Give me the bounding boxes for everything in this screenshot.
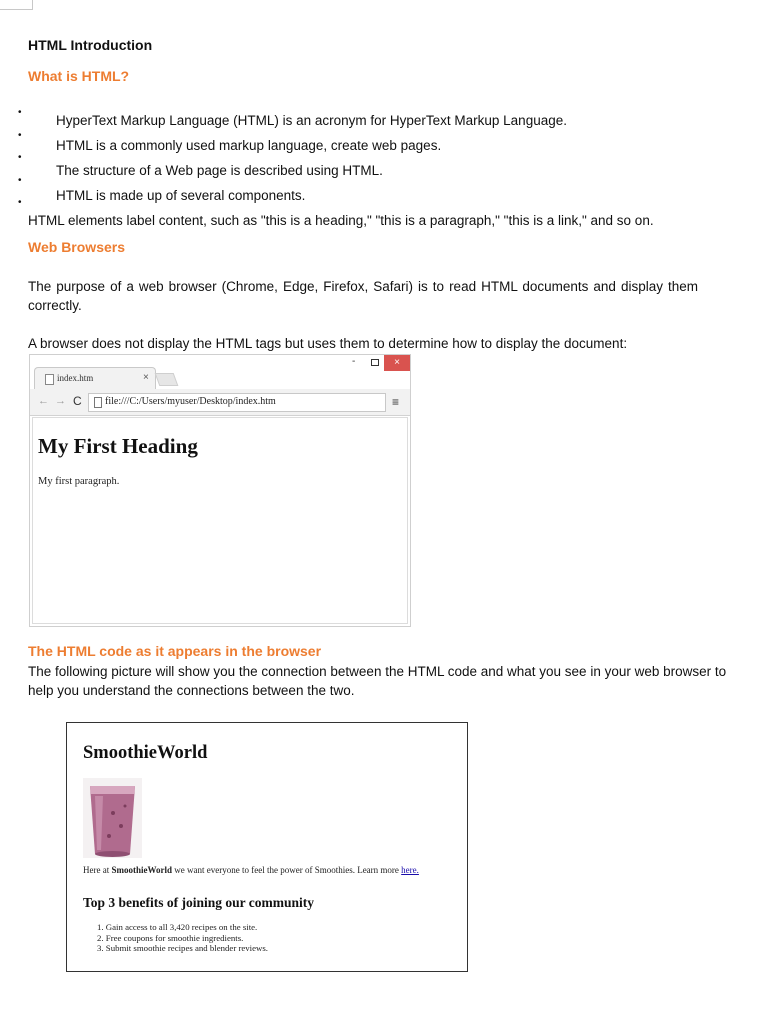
minimize-icon: -: [352, 356, 356, 367]
bullet-dot: •: [18, 197, 22, 208]
tab-close-icon: ×: [143, 372, 149, 383]
section-heading-html-code: The HTML code as it appears in the browser: [28, 643, 322, 659]
address-bar: [88, 393, 386, 412]
back-arrow-icon: ←: [38, 395, 49, 407]
forward-arrow-icon: →: [55, 395, 66, 407]
benefit-item: 3. Submit smoothie recipes and blender reviews.: [97, 943, 269, 953]
address-url: file:///C:/Users/myuser/Desktop/index.htm: [105, 396, 276, 407]
benefits-list: [97, 922, 268, 954]
brand-name: SmoothieWorld: [111, 865, 172, 875]
smoothie-title: SmoothieWorld: [83, 743, 208, 763]
bullet-dot: •: [18, 107, 22, 118]
maximize-icon: [371, 359, 379, 366]
benefits-heading: Top 3 benefits of joining our community: [83, 895, 315, 910]
section-heading-web-browsers: Web Browsers: [28, 239, 125, 255]
bullet-dot: •: [18, 130, 22, 141]
tab-label: index.htm: [57, 373, 94, 383]
html-elements-text: HTML elements label content, such as "this is a heading," "this is a paragraph," "this is a link," and so on.: [28, 213, 654, 228]
learn-more-link[interactable]: here.: [401, 865, 419, 875]
section-heading-what-is-html: What is HTML?: [28, 68, 130, 84]
browser-content: [32, 417, 408, 624]
smoothieworld-page-image: [66, 722, 468, 972]
menu-icon: ≡: [392, 395, 400, 409]
intro-text: Here at: [83, 865, 112, 875]
browser-window-image: [29, 354, 411, 627]
connection-text: The following picture will show you the connection between the HTML code and what you see in your web browser to help you understand the connections between the two.: [28, 664, 727, 698]
document-icon: [94, 397, 102, 408]
smoothie-glass-image: [83, 778, 142, 858]
new-tab-icon: [155, 373, 179, 386]
bullet-item: HTML is a commonly used markup language, create web pages.: [56, 138, 442, 153]
bullet-item: HyperText Markup Language (HTML) is an acronym for HyperText Markup Language.: [56, 113, 567, 128]
close-icon: ×: [384, 355, 410, 371]
sample-heading: My First Heading: [38, 434, 198, 458]
document-title: HTML Introduction: [28, 37, 153, 53]
browser-purpose-text: The purpose of a web browser (Chrome, Edge, Firefox, Safari) is to read HTML documents and display them correctly.: [28, 279, 698, 313]
bullet-dot: •: [18, 152, 22, 163]
sample-paragraph: My first paragraph.: [38, 476, 120, 487]
bullet-dot: •: [18, 175, 22, 186]
bullet-item: HTML is made up of several components.: [56, 188, 306, 203]
browser-tab: [34, 367, 156, 390]
intro-text: we want everyone to feel the power of Smoothies. Learn more: [172, 865, 402, 875]
reload-icon: C: [73, 394, 82, 408]
page-corner-box: [0, 0, 33, 10]
benefit-item: 1. Gain access to all 3,420 recipes on the site.: [97, 922, 258, 932]
smoothie-intro: [83, 865, 455, 876]
browser-tags-text: A browser does not display the HTML tags but uses them to determine how to display the document:: [28, 336, 628, 351]
benefit-item: 2. Free coupons for smoothie ingredients.: [97, 932, 244, 943]
document-icon: [45, 374, 54, 385]
bullet-item: The structure of a Web page is described using HTML.: [56, 163, 383, 178]
browser-toolbar: [30, 389, 410, 416]
